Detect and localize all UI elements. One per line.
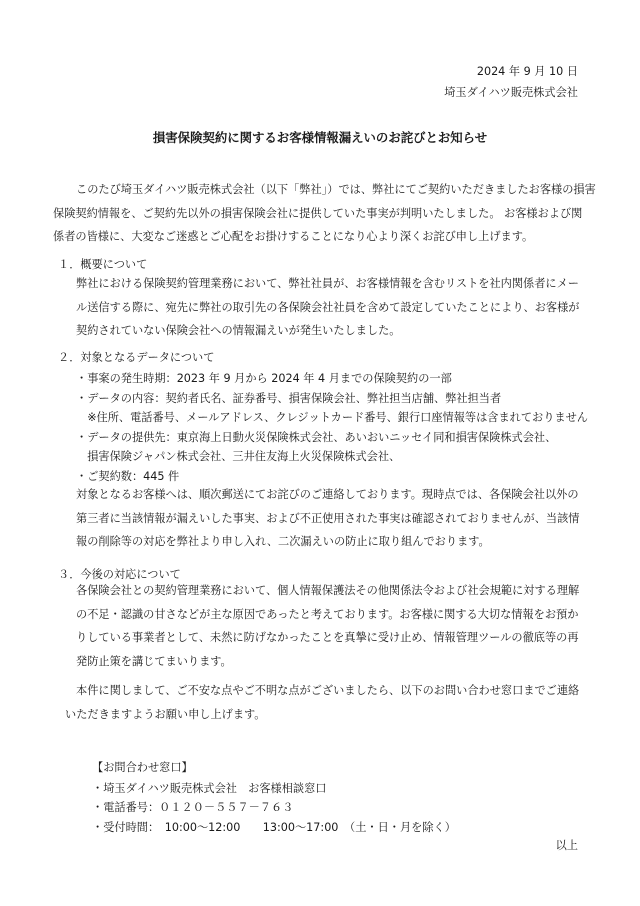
intro-line: このたび埼玉ダイハツ販売株式会社（以下「弊社」）では、弊社にてご契約いただきましたお客様の損害 — [76, 183, 596, 196]
intro-paragraph — [76, 178, 596, 202]
section2-item: 損害保険ジャパン株式会社、三井住友海上火災保険株式会社、 — [76, 450, 401, 463]
section2-line: 報の削除等の対応を弊社より申し入れ、二次漏えいの防止に取り組んでおります。 — [76, 535, 490, 548]
section2-heading: ２．対象となるデータについて — [58, 351, 215, 364]
document-date: 2024 年 9 月 10 日 — [476, 65, 578, 78]
issuer-company: 埼玉ダイハツ販売株式会社 — [444, 86, 578, 99]
section3-line: 各保険会社との契約管理業務において、個人情報保護法その他関係法令および社会規範に対する理解 — [76, 584, 580, 597]
contact-hours: ・受付時間： 10:00～12:00 13:00～17:00 （土・日・月を除く） — [92, 821, 456, 834]
section2-item: ※住所、電話番号、メールアドレス、クレジットカード番号、銀行口座情報等は含まれておりません — [76, 411, 588, 424]
section3-heading: ３．今後の対応について — [58, 568, 181, 581]
section3-line: りしている事業者として、未然に防げなかったことを真摯に受け止め、情報管理ツールの徹底等の再 — [76, 631, 579, 644]
end-mark: 以上 — [555, 839, 578, 852]
contact-heading: 【お問合わせ窓口】 — [92, 761, 193, 774]
intro-line: 係者の皆様に、大変なご迷惑とご心配をお掛けすることになり心より深くお詫び申し上げます。 — [53, 230, 534, 243]
closing-paragraph-cont — [65, 703, 265, 727]
section2-item: ・事案の発生時期：2023 年 9 月から 2024 年 4 月までの保険契約の一部 — [76, 372, 452, 385]
section2-line: 対象となるお客様へは、順次郵送にてお詫びのご連絡しております。現時点では、各保険会社以外の — [76, 488, 579, 501]
section2-items — [76, 369, 588, 486]
intro-paragraph-cont — [53, 202, 582, 249]
contact-phone: ・電話番号：０１２０－５５７－７６３ — [92, 801, 294, 814]
closing-line: いただきますようお願い申し上げます。 — [65, 707, 266, 721]
intro-line: 保険契約情報を、ご契約先以外の損害保険会社に提供していた事実が判明いたしました。 お客様および関 — [53, 206, 583, 220]
section1-line: ル送信する際に、宛先に弊社の取引先の各保険会社社員を含めて設定していたことにより、お客様が — [76, 300, 580, 314]
section2-item: ・データの内容：契約者氏名、証券番号、損害保険会社、弊社担当店舗、弊社担当者 — [76, 391, 502, 405]
section1-line: 契約されていない保険会社への情報漏えいが発生いたしました。 — [76, 324, 401, 337]
section3-line: 発防止策を講じてまいります。 — [76, 654, 232, 668]
closing-line: 本件に関しまして、ご不安な点やご不明な点がございましたら、以下のお問い合わせ窓口までご連絡 — [76, 684, 580, 697]
section3-line: の不足・認識の甘さなどが主な原因であったと考えております。お客様に関する大切な情報をお預か — [76, 607, 579, 621]
section2-line: 第三者に当該情報が漏えいした事実、および不正使用された事実は確認されておりませんが、当該情 — [76, 511, 580, 525]
contact-name: ・埼玉ダイハツ販売株式会社 お客様相談窓口 — [92, 782, 327, 795]
section2-item: ・データの提供先：東京海上日動火災保険株式会社、あいおいニッセイ同和損害保険株式会社、 — [76, 430, 557, 444]
section2-item: ・ご契約数：445 件 — [76, 469, 180, 483]
closing-paragraph — [76, 679, 579, 703]
page-title: 損害保険契約に関するお客様情報漏えいのお詫びとお知らせ — [152, 130, 488, 145]
section1-heading: １．概要について — [58, 258, 148, 271]
section1-body — [76, 272, 579, 343]
section1-line: 弊社における保険契約管理業務において、弊社社員が、お客様情報を含むリストを社内関係者にメー — [76, 277, 579, 290]
section2-body — [76, 483, 579, 554]
section3-body — [76, 579, 579, 673]
